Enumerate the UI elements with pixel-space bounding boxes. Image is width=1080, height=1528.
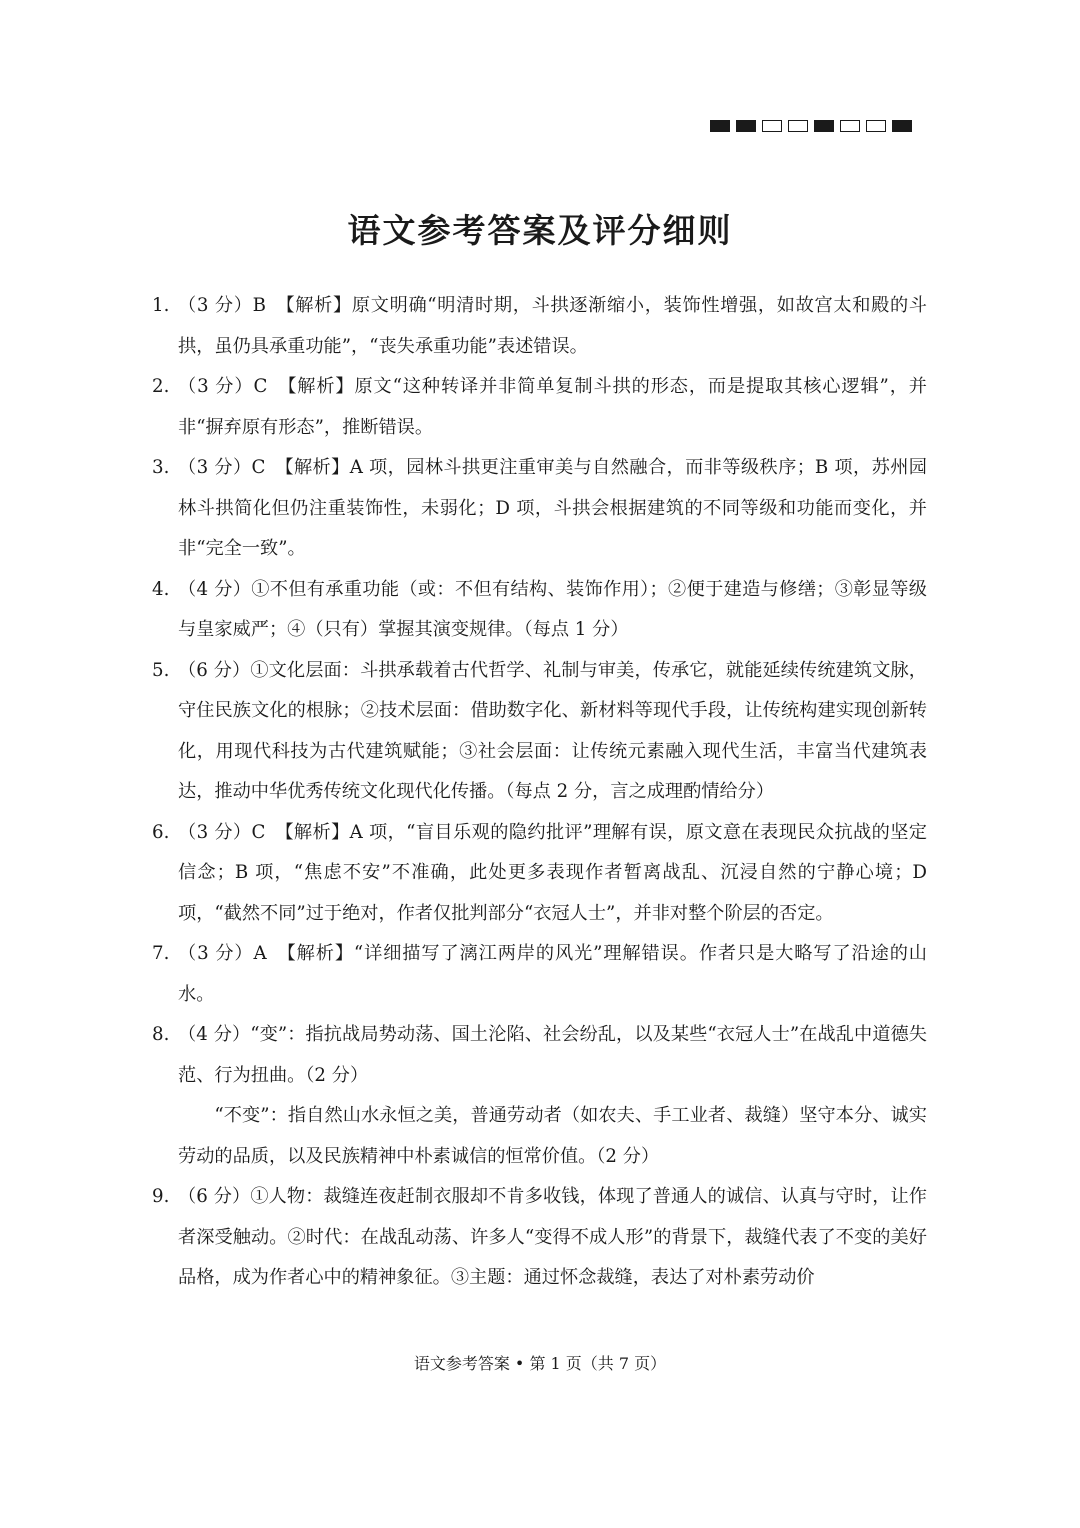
answer-text: （3 分）A 【解析】“详细描写了漓江两岸的风光”理解错误。作者只是大略写了沿途的山水。 xyxy=(178,943,927,1005)
answer-number: 7. xyxy=(152,943,170,964)
answer-number: 9. xyxy=(152,1186,170,1207)
filled-square-mark xyxy=(892,120,912,132)
answer-item xyxy=(152,1015,927,1096)
answer-item xyxy=(152,934,927,1015)
header-marks xyxy=(710,120,912,132)
answer-text: （4 分）“变”：指抗战局势动荡、国土沦陷、社会纷乱，以及某些“衣冠人士”在战乱中道德失范、行为扭曲。（2 分） xyxy=(178,1024,927,1086)
answer-item xyxy=(152,367,927,448)
answer-number: 2. xyxy=(152,376,170,397)
answer-item xyxy=(152,286,927,367)
page-title: 语文参考答案及评分细则 xyxy=(347,211,733,250)
answer-number: 5. xyxy=(152,659,170,681)
answer-item xyxy=(152,1177,927,1299)
answer-item xyxy=(152,651,927,813)
answer-text: （6 分）①文化层面：斗拱承载着古代哲学、礼制与审美，传承它，就能延续传统建筑文脉，守住民族文化的根脉；②技术层面：借助数字化、新材料等现代手段，让传统构建实现创新转化，用现代科技为古代建筑赋能；③社会层面：让传统元素融入现代生活，丰富当代建筑表达，推动中华优秀传统文化现代化传播。（每点 2 分，言之成理酌情给分） xyxy=(178,659,927,802)
answer-number: 8. xyxy=(152,1024,170,1045)
answer-number: 3. xyxy=(152,457,170,478)
answer-text: （3 分）C 【解析】A 项，“盲目乐观的隐约批评”理解有误，原文意在表现民众抗战的坚定信念；B 项，“焦虑不安”不准确，此处更多表现作者暂离战乱、沉浸自然的宁静心境；D 项，“截然不同”过于绝对，作者仅批判部分“衣冠人士”，并非对整个阶层的否定。 xyxy=(178,821,927,924)
answer-text: （4 分）①不但有承重功能（或：不但有结构、装饰作用）；②便于建造与修缮；③彰显等级与皇家威严；④（只有）掌握其演变规律。（每点 1 分） xyxy=(178,578,927,640)
answer-text: （3 分）C 【解析】A 项，园林斗拱更注重审美与自然融合，而非等级秩序；B 项，苏州园林斗拱简化但仍注重装饰性，未弱化；D 项，斗拱会根据建筑的不同等级和功能而变化，并非“完全一致”。 xyxy=(178,457,927,559)
empty-square-mark xyxy=(840,120,860,132)
page-footer: 语文参考答案 • 第 1 页（共 7 页） xyxy=(413,1354,667,1373)
answer-subparagraph: “不变”：指自然山水永恒之美，普通劳动者（如农夫、手工业者、裁缝）坚守本分、诚实劳动的品质，以及民族精神中朴素诚信的恒常价值。（2 分） xyxy=(178,1105,927,1167)
answer-number: 6. xyxy=(152,821,170,843)
empty-square-mark xyxy=(866,120,886,132)
answer-number: 4. xyxy=(152,578,170,600)
answer-text: （3 分）B 【解析】原文明确“明清时期，斗拱逐渐缩小，装饰性增强，如故宫太和殿的斗拱，虽仍具承重功能”，“丧失承重功能”表述错误。 xyxy=(178,295,927,357)
filled-square-mark xyxy=(710,120,730,132)
empty-square-mark xyxy=(788,120,808,132)
answer-list xyxy=(152,286,927,1299)
answer-item xyxy=(152,448,927,570)
answer-text: （3 分）C 【解析】原文“这种转译并非简单复制斗拱的形态，而是提取其核心逻辑”，并非“摒弃原有形态”，推断错误。 xyxy=(178,376,927,438)
filled-square-mark xyxy=(814,120,834,132)
empty-square-mark xyxy=(762,120,782,132)
answer-item xyxy=(152,813,927,935)
answer-text: （6 分）①人物：裁缝连夜赶制衣服却不肯多收钱，体现了普通人的诚信、认真与守时，让作者深受触动。②时代：在战乱动荡、许多人“变得不成人形”的背景下，裁缝代表了不变的美好品格，成为作者心中的精神象征。③主题：通过怀念裁缝，表达了对朴素劳动价 xyxy=(178,1186,927,1288)
answer-number: 1. xyxy=(152,295,170,316)
filled-square-mark xyxy=(736,120,756,132)
answer-item xyxy=(152,570,927,651)
